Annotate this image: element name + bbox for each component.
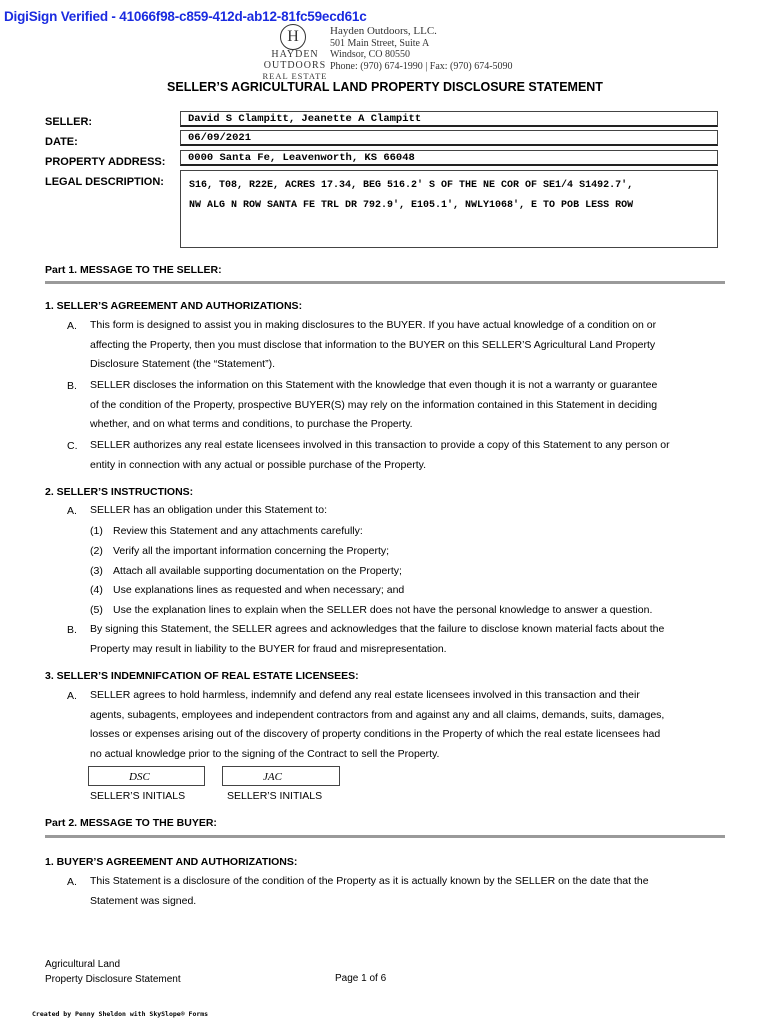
footer-line-1: Agricultural Land xyxy=(45,959,121,970)
date-label: DATE: xyxy=(45,136,78,148)
company-street: 501 Main Street, Suite A xyxy=(330,37,430,49)
legal-description-line-1: S16, T08, R22E, ACRES 17.34, BEG 516.2' S OF THE NE COR OF SE1/4 S1492.7', xyxy=(189,180,634,191)
list-item: Use the explanation lines to explain when the SELLER does not have the personal knowledge to answer a question. xyxy=(113,604,653,616)
paragraph-line: Disclosure Statement (the “Statement”). xyxy=(90,358,275,370)
seller-label: SELLER: xyxy=(45,116,93,128)
logo-line-2: OUTDOORS xyxy=(263,60,327,71)
list-number: (5) xyxy=(90,604,103,616)
section2-paragraph-a: SELLER has an obligation under this Statement to: xyxy=(90,504,327,516)
section3-heading: 3. SELLER’S INDEMNIFCATION OF REAL ESTATE LICENSEES: xyxy=(45,670,359,682)
date-field[interactable]: 06/09/2021 xyxy=(180,130,718,146)
list-number: (1) xyxy=(90,525,103,537)
company-name: Hayden Outdoors, LLC. xyxy=(330,25,437,37)
property-address-label: PROPERTY ADDRESS: xyxy=(45,156,166,168)
document-title: SELLER’S AGRICULTURAL LAND PROPERTY DISCLOSURE STATEMENT xyxy=(167,80,603,94)
paragraph-line: SELLER agrees to hold harmless, indemnify and defend any real estate licensees involved in this transaction and their xyxy=(90,689,640,701)
logo-line-1: HAYDEN xyxy=(271,49,319,60)
paragraph-line: Property may result in liability to the BUYER for fraud and misrepresentation. xyxy=(90,642,447,655)
section1-heading: 1. SELLER’S AGREEMENT AND AUTHORIZATIONS: xyxy=(45,300,303,312)
item-letter: A. xyxy=(67,505,77,517)
part1-heading: Part 1. MESSAGE TO THE SELLER: xyxy=(45,264,222,276)
list-item: Use explanations lines as requested and when necessary; and xyxy=(113,584,405,596)
legal-description-line-2: NW ALG N ROW SANTA FE TRL DR 792.9', E105.1', NWLY1068', E TO POB LESS ROW xyxy=(189,200,634,211)
paragraph-line: no actual knowledge prior to the signing of the Contract to sell the Property. xyxy=(90,747,440,760)
company-logo xyxy=(262,24,328,81)
seller-initials-box-1[interactable] xyxy=(88,766,205,786)
page-number: Page 1 of 6 xyxy=(335,973,387,984)
section2-paragraph-b xyxy=(90,620,725,659)
paragraph-line: affecting the Property, then you must disclose that information to the BUYER on this SELLER’S Agricultural Land Property xyxy=(90,338,656,351)
list-item: Verify all the important information concerning the Property; xyxy=(113,545,390,557)
item-letter: A. xyxy=(67,690,77,702)
list-item: Review this Statement and any attachments carefully: xyxy=(113,525,363,537)
list-number: (4) xyxy=(90,584,103,596)
section1-paragraph-a xyxy=(90,316,725,375)
paragraph-line: This form is designed to assist you in making disclosures to the BUYER. If you have actual knowledge of a condition on or xyxy=(90,319,657,331)
created-by-note: Created by Penny Sheldon with SkySlope® Forms xyxy=(32,1010,209,1018)
paragraph-line: This Statement is a disclosure of the condition of the Property as it is actually known by the SELLER on the date that the xyxy=(90,875,649,887)
divider xyxy=(45,835,725,838)
seller-initials-label-1: SELLER’S INITIALS xyxy=(90,790,186,802)
logo-line-3: REAL ESTATE xyxy=(262,71,328,81)
item-letter: B. xyxy=(67,380,77,392)
legal-description-field[interactable] xyxy=(180,170,718,248)
item-letter: B. xyxy=(67,624,77,636)
paragraph-line: agents, subagents, employees and independent contractors from and against any and all claims, demands, suits, damages, xyxy=(90,708,665,721)
seller-field[interactable]: David S Clampitt, Jeanette A Clampitt xyxy=(180,111,718,127)
paragraph-line: losses or expenses arising out of the discovery of property conditions in the Property of which the real estate licensees had xyxy=(90,728,661,740)
seller-initials-1: DSC xyxy=(129,771,150,783)
list-item: Attach all available supporting documentation on the Property; xyxy=(113,565,402,577)
legal-description-label: LEGAL DESCRIPTION: xyxy=(45,176,164,188)
item-letter: A. xyxy=(67,320,77,332)
paragraph-line: of the condition of the Property, prospective BUYER(S) may rely on the information contained in this Statement in deciding xyxy=(90,398,658,411)
digisign-verification: DigiSign Verified - 41066f98-c859-412d-ab12-81fc59ecd61c xyxy=(4,9,367,24)
item-letter: A. xyxy=(67,876,77,888)
paragraph-line: By signing this Statement, the SELLER agrees and acknowledges that the failure to disclose known material facts about the xyxy=(90,623,665,635)
logo-h-emblem: H xyxy=(280,24,306,50)
company-info xyxy=(330,26,513,72)
property-address-field[interactable]: 0000 Santa Fe, Leavenworth, KS 66048 xyxy=(180,150,718,166)
part2-heading: Part 2. MESSAGE TO THE BUYER: xyxy=(45,817,217,829)
section1-paragraph-b xyxy=(90,376,725,435)
paragraph-line: entity in connection with any actual or possible purchase of the Property. xyxy=(90,458,426,471)
seller-initials-box-2[interactable] xyxy=(222,766,340,786)
buyer-section1-heading: 1. BUYER’S AGREEMENT AND AUTHORIZATIONS: xyxy=(45,856,298,868)
section3-paragraph-a xyxy=(90,686,725,764)
seller-initials-2: JAC xyxy=(263,771,282,783)
buyer-paragraph-a xyxy=(90,872,725,911)
item-letter: C. xyxy=(67,440,78,452)
list-number: (2) xyxy=(90,545,103,557)
paragraph-line: SELLER authorizes any real estate licensees involved in this transaction to provide a copy of this Statement to any person or xyxy=(90,439,670,451)
company-phone: Phone: (970) 674-1990 | Fax: (970) 674-5090 xyxy=(330,60,513,72)
footer-line-2: Property Disclosure Statement xyxy=(45,973,181,985)
divider xyxy=(45,281,725,284)
paragraph-line: SELLER discloses the information on this Statement with the knowledge that even though it is not a warranty or guarantee xyxy=(90,379,658,391)
section2-heading: 2. SELLER’S INSTRUCTIONS: xyxy=(45,486,194,498)
footer-form-name xyxy=(45,958,181,987)
seller-initials-label-2: SELLER’S INITIALS xyxy=(227,790,323,802)
company-city: Windsor, CO 80550 xyxy=(330,49,411,60)
list-number: (3) xyxy=(90,565,103,577)
paragraph-line: Statement was signed. xyxy=(90,894,197,907)
paragraph-line: whether, and on what terms and conditions, to purchase the Property. xyxy=(90,418,413,430)
section1-paragraph-c xyxy=(90,436,725,475)
